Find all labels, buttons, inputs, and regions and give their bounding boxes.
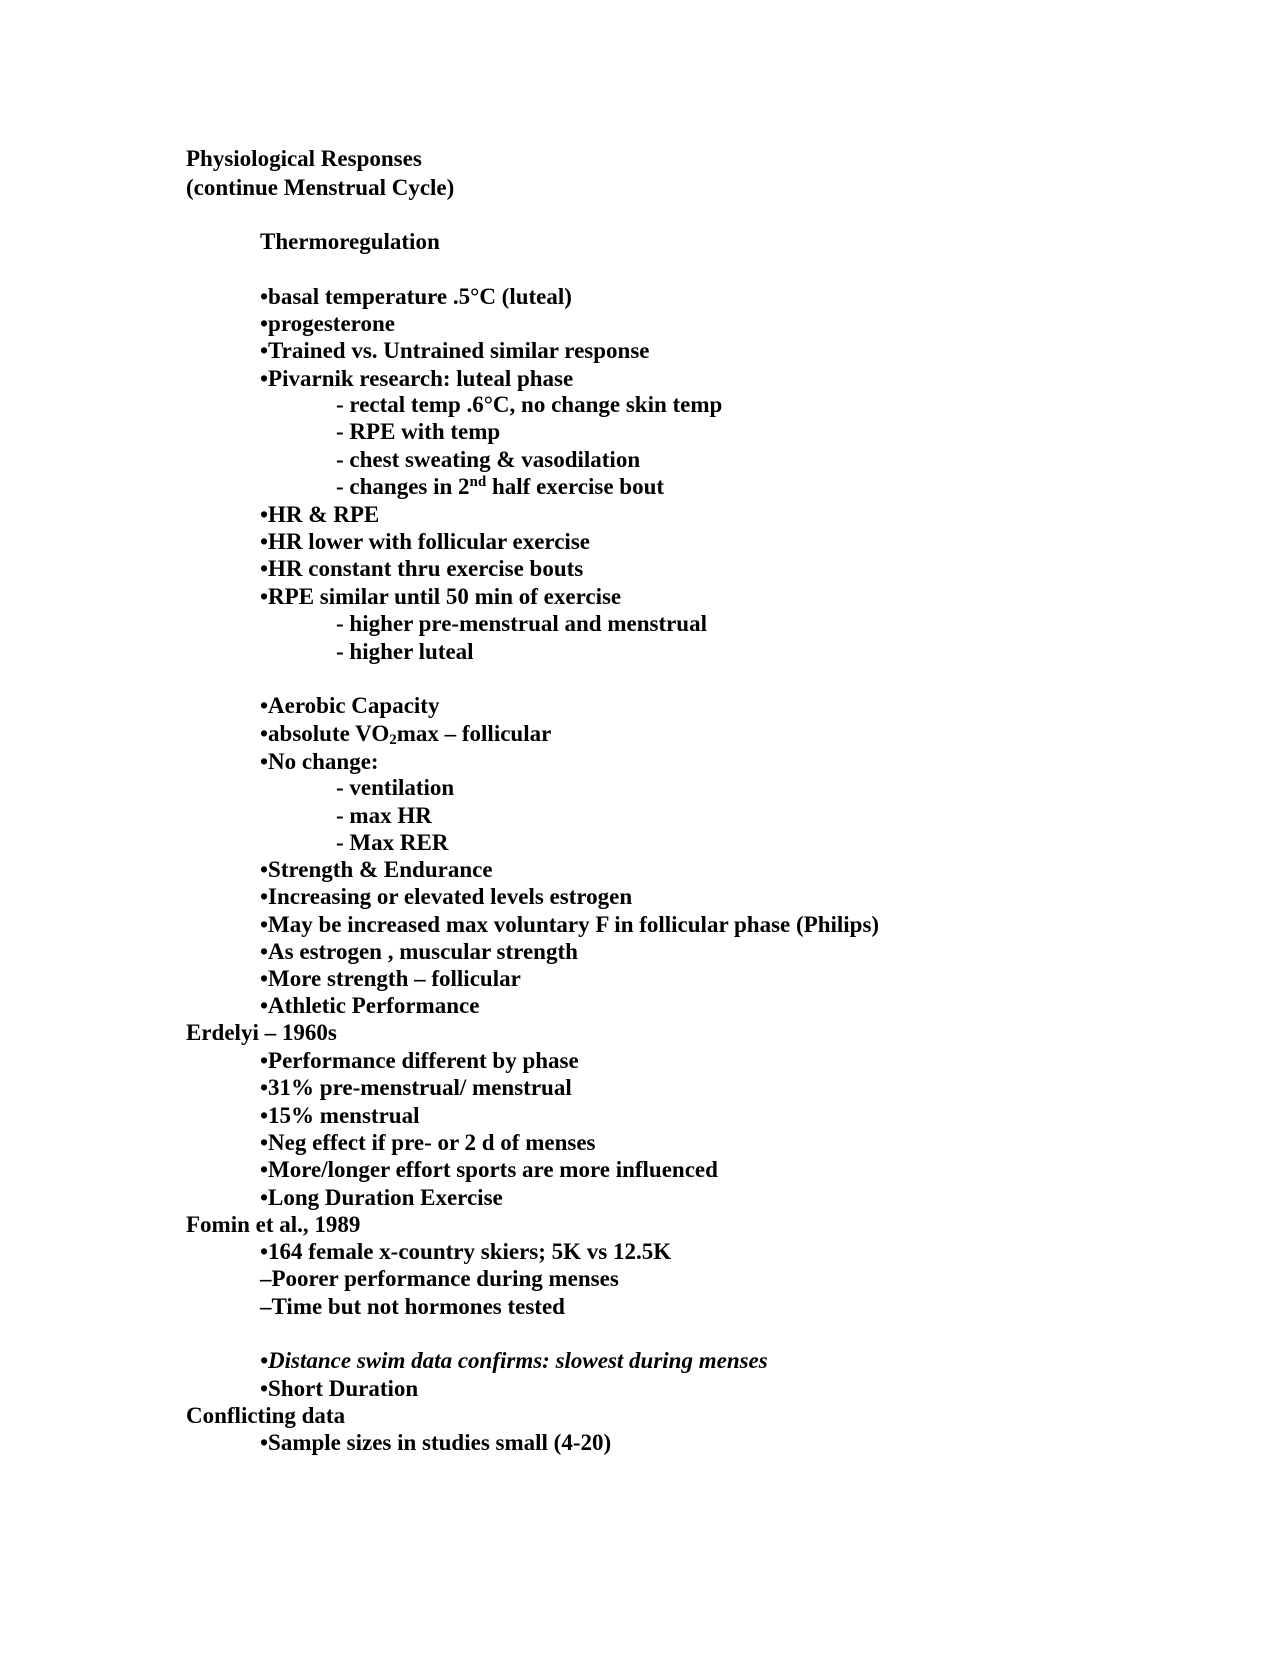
bullet-item: •Short Duration <box>260 1376 419 1401</box>
bullet-item: •RPE similar until 50 min of exercise <box>260 584 622 609</box>
reference-label: Fomin et al., 1989 <box>186 1212 361 1237</box>
document-title: Physiological Responses <box>186 146 422 171</box>
bullet-item: •Pivarnik research: luteal phase <box>260 366 574 391</box>
bullet-item: •15% menstrual <box>260 1103 420 1128</box>
bullet-item: •Trained vs. Untrained similar response <box>260 338 650 363</box>
bullet-item: •More/longer effort sports are more influenced <box>260 1157 718 1182</box>
section-heading-thermoregulation: Thermoregulation <box>260 229 440 254</box>
dash-item: –Poorer performance during menses <box>260 1266 619 1291</box>
dash-item: –Time but not hormones tested <box>260 1294 565 1319</box>
sub-item: - higher luteal <box>336 639 474 664</box>
bullet-item: •Long Duration Exercise <box>260 1185 503 1210</box>
subscript: 2 <box>389 732 397 748</box>
bullet-item: •Distance swim data confirms: slowest during menses <box>260 1348 768 1373</box>
sub-item: - RPE with temp <box>336 419 501 444</box>
bullet-item: •Sample sizes in studies small (4-20) <box>260 1430 612 1455</box>
bullet-item: •Aerobic Capacity <box>260 693 440 718</box>
bullet-item: •As estrogen , muscular strength <box>260 939 578 964</box>
sub-item-text: - changes in 2 <box>336 474 470 499</box>
bullet-item: •HR lower with follicular exercise <box>260 529 590 554</box>
bullet-item: •Increasing or elevated levels estrogen <box>260 884 633 909</box>
bullet-item: •progesterone <box>260 311 395 336</box>
bullet-item: •Strength & Endurance <box>260 857 493 882</box>
sub-item: - chest sweating & vasodilation <box>336 447 641 472</box>
bullet-item: •HR constant thru exercise bouts <box>260 556 584 581</box>
sub-item: - max HR <box>336 803 432 828</box>
bullet-item: •basal temperature .5°C (luteal) <box>260 284 572 309</box>
bullet-item: •May be increased max voluntary F in follicular phase (Philips) <box>260 912 880 937</box>
sub-item: - higher pre-menstrual and menstrual <box>336 611 707 636</box>
sub-item: - rectal temp .6°C, no change skin temp <box>336 392 723 417</box>
sub-item-text: half exercise bout <box>486 474 665 499</box>
sub-item: - ventilation <box>336 775 455 800</box>
bullet-item <box>260 721 551 747</box>
bullet-item: •HR & RPE <box>260 502 380 527</box>
bullet-item: •Athletic Performance <box>260 993 480 1018</box>
bullet-item: •Performance different by phase <box>260 1048 579 1073</box>
bullet-text: max – follicular <box>396 721 552 746</box>
bullet-text: •absolute VO <box>260 721 390 746</box>
bullet-item: •No change: <box>260 749 379 774</box>
sub-item: - Max RER <box>336 830 449 855</box>
reference-label: Erdelyi – 1960s <box>186 1020 337 1045</box>
reference-label: Conflicting data <box>186 1403 346 1428</box>
bullet-item: •More strength – follicular <box>260 966 521 991</box>
document-subtitle: (continue Menstrual Cycle) <box>186 175 455 200</box>
superscript: nd <box>469 474 487 490</box>
sub-item <box>336 474 664 500</box>
bullet-item: •Neg effect if pre- or 2 d of menses <box>260 1130 596 1155</box>
bullet-item: •31% pre-menstrual/ menstrual <box>260 1075 572 1100</box>
bullet-item: •164 female x-country skiers; 5K vs 12.5K <box>260 1239 672 1264</box>
